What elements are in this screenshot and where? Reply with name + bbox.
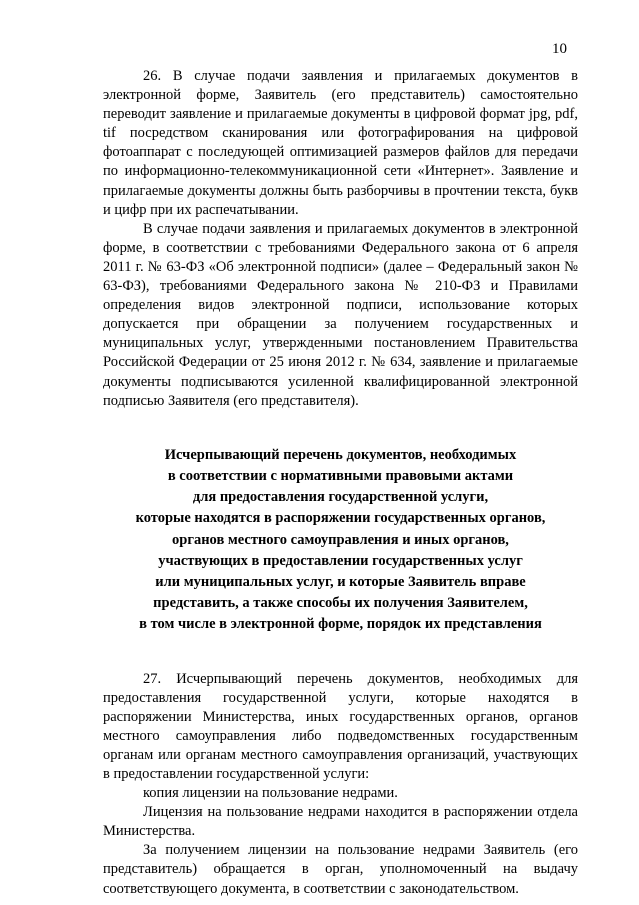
paragraph-27: 27. Исчерпывающий перечень документов, необходимых для предоставления государственной услуги, которые находятся в распоряжении Министерства, иных государственных органов, органов местного самоуправления либо подведомственных государственным органам или органам местного самоуправления организаций, участвующих в предоставлении государственной услуги: — [103, 670, 578, 782]
page-number: 10 — [552, 41, 567, 57]
paragraph-license-location: Лицензия на пользование недрами находится в распоряжении отдела Министерства. — [103, 804, 578, 840]
heading-line: в том числе в электронной форме, порядок их представления — [139, 616, 542, 633]
paragraph-electronic-signature: В случае подачи заявления и прилагаемых документов в электронной форме, в соответствии с требованиями Федерального закона от 6 апреля 2011 г. № 63-ФЗ «Об электронной подписи» (далее – Федеральный закон № 63-ФЗ), требованиями Федерального закона № 210-ФЗ и Правилами определения видов электронной подписи, использование которых допускается при обращении за получением государственных и муниципальных услуг, утвержденными постановлением Правительства Российской Федерации от 25 июня 2012 г. № 634, заявление и прилагаемые документы подписываются усиленной квалифицированной электронной подписью Заявителя (его представителя). — [103, 220, 578, 409]
heading-line: в соответствии с нормативными правовыми актами — [167, 467, 514, 484]
heading-line: Исчерпывающий перечень документов, необходимых — [164, 446, 517, 463]
paragraph-license-copy: копия лицензии на пользование недрами. — [143, 785, 398, 802]
paragraph-license-obtaining: За получением лицензии на пользование недрами Заявитель (его представитель) обращается в орган, уполномоченный на выдачу соответствующего документа, в соответствии с законодательством. — [103, 842, 578, 897]
heading-line: участвующих в предоставлении государственных услуг — [158, 552, 523, 569]
heading-line: органов местного самоуправления и иных органов, — [172, 531, 509, 548]
heading-line: представить, а также способы их получения Заявителем, — [153, 595, 528, 612]
paragraph-26: 26. В случае подачи заявления и прилагаемых документов в электронной форме, Заявитель (его представитель) самостоятельно переводит заявление и прилагаемые документы в цифровой формат jpg, pdf, tif посредством сканирования или фотографирования на цифровой фотоаппарат с последующей оптимизацией размеров файлов для передачи по информационно-телекоммуникационной сети «Интернет». Заявление и прилагаемые документы должны быть разборчивы в прочтении текста, букв и цифр при их распечатывании. — [103, 68, 578, 218]
heading-line: для предоставления государственной услуги, — [192, 489, 489, 506]
heading-line: или муниципальных услуг, и которые Заявитель вправе — [155, 573, 526, 590]
document-body — [103, 67, 578, 899]
heading-line: которые находятся в распоряжении государственных органов, — [135, 510, 546, 527]
section-heading — [103, 445, 578, 636]
